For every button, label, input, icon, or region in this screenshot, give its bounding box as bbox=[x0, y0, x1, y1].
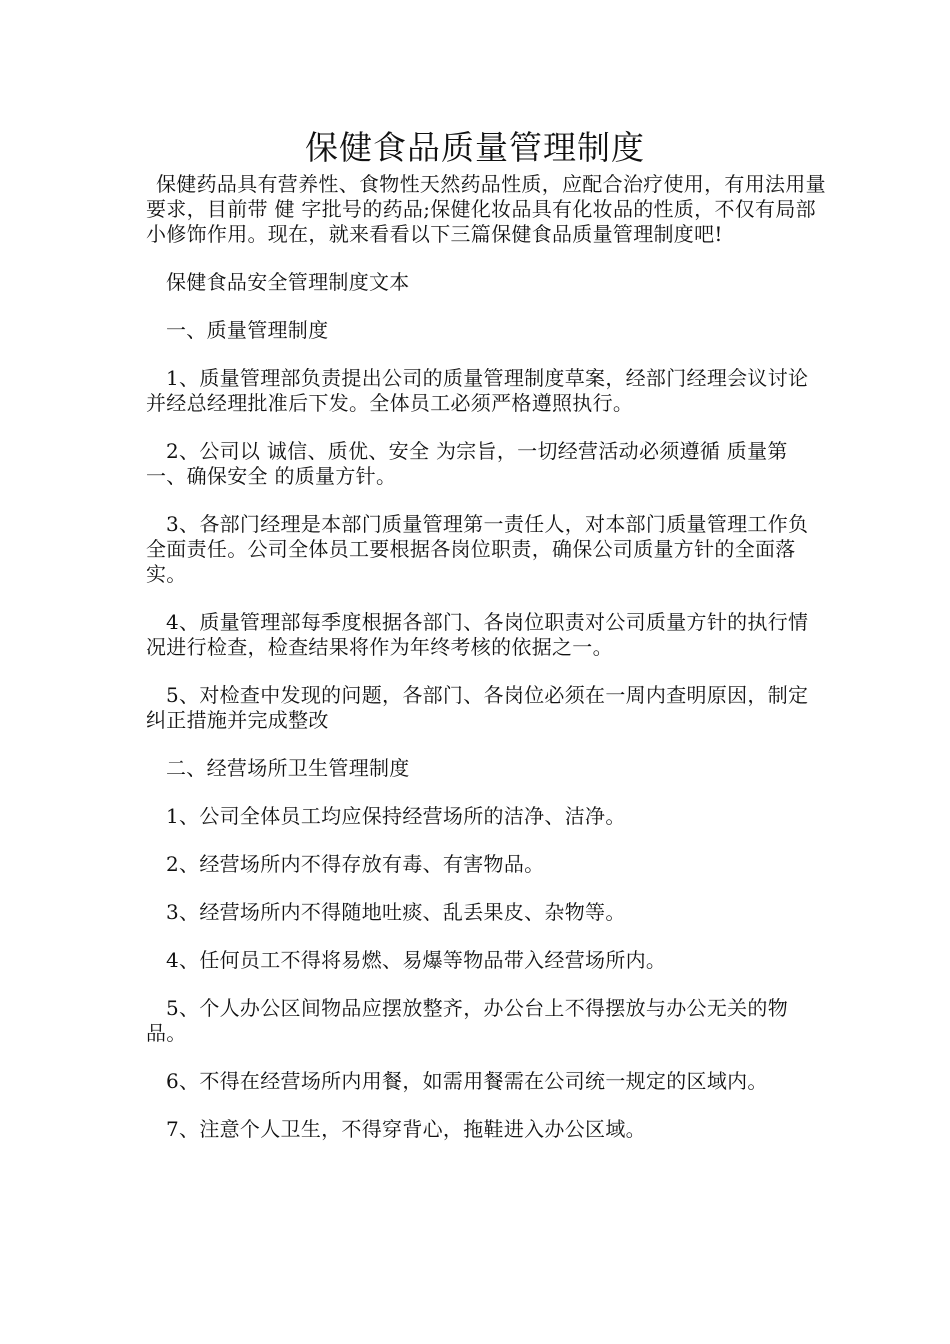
intro-paragraph: 保健药品具有营养性、食物性天然药品性质，应配合治疗使用，有用法用量要求，目前带 健 字批号的药品;保健化妆品具有化妆品的性质，不仅有局部小修饰作用。现在，就来看看以下三篇保健食品质量管理制度吧! bbox=[146, 172, 826, 246]
document-title: 保健食品质量管理制度 bbox=[305, 128, 645, 167]
section2-item-4: 4、任何员工不得将易燃、易爆等物品带入经营场所内。 bbox=[166, 948, 667, 972]
section1-heading: 一、质量管理制度 bbox=[166, 318, 329, 342]
section1-item-1: 1、质量管理部负责提出公司的质量管理制度草案，经部门经理会议讨论并经总经理批准后下发。全体员工必须严格遵照执行。 bbox=[146, 366, 809, 415]
section1-item-2: 2、公司以 诚信、质优、安全 为宗旨，一切经营活动必须遵循 质量第一、确保安全 的质量方针。 bbox=[146, 439, 788, 488]
section2-item-3: 3、经营场所内不得随地吐痰、乱丢果皮、杂物等。 bbox=[166, 900, 626, 924]
section2-item-5: 5、个人办公区间物品应摆放整齐，办公台上不得摆放与办公无关的物品。 bbox=[146, 996, 789, 1045]
document-body bbox=[146, 172, 826, 1142]
section2-heading: 二、经营场所卫生管理制度 bbox=[166, 756, 410, 780]
document-subtitle: 保健食品安全管理制度文本 bbox=[166, 270, 410, 294]
section1-item-5: 5、对检查中发现的问题，各部门、各岗位必须在一周内查明原因，制定纠正措施并完成整改 bbox=[146, 683, 809, 732]
section2-item-2: 2、经营场所内不得存放有毒、有害物品。 bbox=[166, 852, 545, 876]
section1-item-3: 3、各部门经理是本部门质量管理第一责任人，对本部门质量管理工作负全面责任。公司全体员工要根据各岗位职责，确保公司质量方针的全面落实。 bbox=[146, 512, 809, 586]
section1-item-4: 4、质量管理部每季度根据各部门、各岗位职责对公司质量方针的执行情况进行检查，检查结果将作为年终考核的依据之一。 bbox=[146, 610, 809, 659]
section2-item-6: 6、不得在经营场所内用餐，如需用餐需在公司统一规定的区域内。 bbox=[166, 1069, 768, 1093]
section2-item-1: 1、公司全体员工均应保持经营场所的洁净、洁净。 bbox=[166, 804, 626, 828]
section2-item-7: 7、注意个人卫生，不得穿背心，拖鞋进入办公区域。 bbox=[166, 1117, 646, 1141]
